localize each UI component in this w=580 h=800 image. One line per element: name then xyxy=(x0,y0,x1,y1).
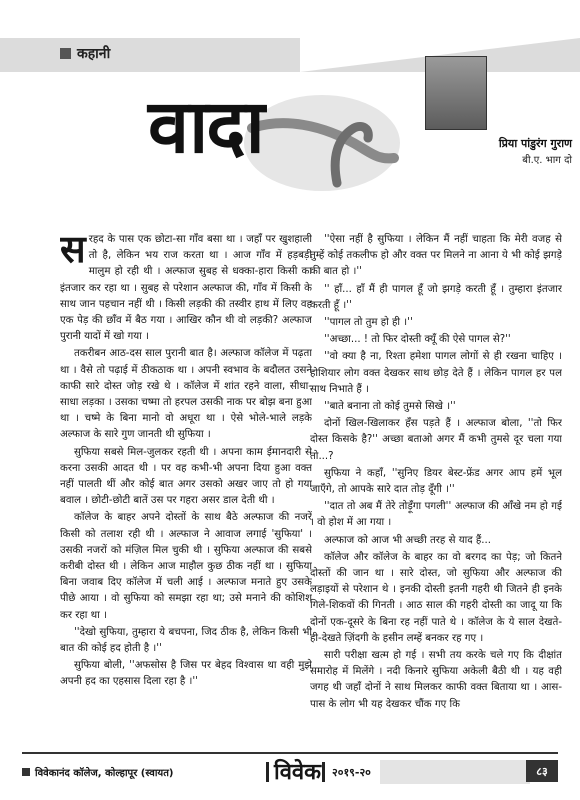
paragraph: सुफिया ने कहाँ, ''सुनिए डियर बेस्ट-फ्रेंड अगर आप हमें भूल जाएँगे, तो आपके सारे दात तोड़ दूँगी ।'' xyxy=(310,467,562,496)
paragraph: ''देखो सुफिया, तुम्हारा ये बचपना, जिद ठीक है, लेकिन किसी भी बात की कोई हद होती है ।'' xyxy=(60,626,312,655)
paragraph: ''ऐसा नहीं है सुफिया । लेकिन मैं नहीं चाहता कि मेरी वजह से तुम्हें कोई तकलीफ हो और वक्त पर मिलने ना आना ये भी कोई झगड़े की बात हो ।'' xyxy=(310,234,562,278)
page-footer xyxy=(22,758,558,786)
paragraph: सुफिया सबसे मिल-जुलकर रहती थी । अपना काम ईमानदारी से करना उसकी आदत थी । पर वह कभी-भी अपना दिया हुआ वक्त नहीं पालती थीं और कोई बात अगर उसको अखर जाए तो हो गया बवाल । छोटी-छोटी बातें उस पर गहरा असर डाल देती थी । xyxy=(60,446,312,507)
paragraph: ''बाते बनाना तो कोई तुमसे सिखे ।'' xyxy=(324,401,456,413)
paragraph: सुफिया बोली, ''अफसोस है जिस पर बेहद विश्वास था वही मुझे अपनी हद का एहसास दिला रहा है ।'' xyxy=(60,660,312,688)
paragraph: ''पागल तो तुम हो ही ।'' xyxy=(324,317,413,329)
author-class: बी.ए. भाग दो xyxy=(522,155,572,166)
section-header xyxy=(60,40,110,66)
right-column xyxy=(310,232,562,742)
college-name: विवेकानंद कॉलेज, कोल्हापूर (स्वायत) xyxy=(35,768,174,779)
paragraph: अल्फाज को आज भी अच्छी तरह से याद हैं... xyxy=(324,534,492,546)
left-column xyxy=(60,232,312,742)
page-number: ८३ xyxy=(526,760,558,782)
story-title: वादा xyxy=(148,84,263,170)
paragraph: दोनों खिल-खिलाकर हँस पड़ते हैं । अल्फाज बोला, ''तो फिर दोस्त किसके है?'' अच्छा बताओ अगर मैं कभी तुमसे दूर चला गया तो...? xyxy=(310,418,562,462)
square-bullet-icon xyxy=(22,768,30,776)
footer-divider xyxy=(22,752,558,754)
paragraph: ''वो क्या है ना, रिश्ता हमेशा पागल लोगों से ही रखना चाहिए । होशियार लोग वक्त देखकर साथ छोड़ देते हैं । लेकिन पागल हर पल साथ निभाते हैं । xyxy=(310,351,562,395)
magazine-name: विवेक xyxy=(274,759,322,785)
paragraph: कॉलेज और कॉलेज के बाहर का वो बरगद का पेड़; जो कितने दोस्तों की जान था । सारे दोस्त, जो सुफिया और अल्फाज की लड़ाइयों से परेशान थे । इनकी दोस्ती इतनी गहरी थी जितने ही इनके गिले-शिकवों की गिनती । आठ साल की गहरी दोस्ती का जादू या कि दोनों एक-दूसरे के बिना रह नहीं पाते थे । कॉलेज के ये साल देखते-ही-देखते ज़िंदगी के हसीन लम्हें बनकर रह गए । xyxy=(310,551,562,644)
paragraph: कॉलेज के बाहर अपने दोस्तों के साथ बैठे अल्फाज की नजरें किसी को तलाश रही थी । अल्फाज ने आवाज लगाई 'सुफिया' । उसकी नजरों को मंज़िल मिल चुकी थी । सुफिया अल्फाज की सबसे करीबी दोस्त थी । लेकिन आज माहौल कुछ ठीक नहीं था । सुफिया बिना जवाब दिए कॉलेज में चली आई । अल्फाज मनाते हुए उसके पीछे आया । वो सुफिया को समझा रहा था; उसे मनाने की कोशिश कर रहा था । xyxy=(60,512,312,621)
paragraph: तकरीबन आठ-दस साल पुरानी बात है। अल्फाज कॉलेज में पढ़ता था । वैसे तो पढ़ाई में ठीकठाक था । अपनी स्वभाव के बदौलत उसने काफी सारे दोस्त जोड़ रखे थे । कॉलेज में शांत रहने वाला, सीधा-साधा लड़का । उसका चष्मा तो हरपल उसकी नाक पर बोझ बना हुआ था । चष्मे के बिना मानो वो अधूरा था । ऐसे भोले-भाले लड़के अल्फाज के सारे गुण जानती थी सुफिया । xyxy=(60,348,312,441)
divider-bar xyxy=(266,762,269,782)
paragraph xyxy=(60,232,312,345)
paragraph-text: रहद के पास एक छोटा-सा गाँव बसा था । जहाँ पर खुशहाली तो है, लेकिन भय राज करता था । आज गाँव में हड़बड़ी मालुम हो रही थी । अल्फाज सुबह से धक्का-हारा किसी का इंतजार कर रहा था । सुबह से परेशान अल्फाज की, गाँव में किसी के साथ जान पहचान नहीं थी । किसी लड़की की तस्वीर हाथ में लिए वह एक पेड़ की छाँव में बैठ गया । आखिर कौन थी वो लड़की? अल्फाज पुरानी यादों में खो गया । xyxy=(60,234,312,343)
magazine-year: २०१९-२० xyxy=(332,765,371,779)
square-bullet-icon xyxy=(60,48,71,59)
paragraph: ''दात तो अब मैं तेरे तोड़ूँगा पगली'' अल्फाज की आँखे नम हो गई । वो होश में आ गया । xyxy=(310,501,562,529)
divider-bar xyxy=(322,762,325,782)
author-name: प्रिया पांडुरंग गुराण xyxy=(498,137,572,150)
drop-cap: स xyxy=(60,232,86,271)
paragraph: सारी परीक्षा खत्म हो गई । सभी तय करके चले गए कि दीक्षांत समारोह में मिलेंगे । नदी किनारे सुफिया अकेली बैठी थी । यह वही जगह थी जहाँ दोनों ने साथ मिलकर काफी वक्त बिताया था । आस-पास के लोग भी यह देखकर चौंक गए कि xyxy=(310,650,562,710)
author-photo xyxy=(425,56,487,130)
paragraph: ''अच्छा... ! तो फिर दोस्ती क्यूँ की ऐसे पागल से?'' xyxy=(324,334,511,346)
paragraph: '' हाँ... हाँ मैं ही पागल हूँ जो झगड़े करती हूँ । तुम्हारा इंतजार करती हूँ ।'' xyxy=(310,283,562,311)
section-label: कहानी xyxy=(77,45,111,62)
